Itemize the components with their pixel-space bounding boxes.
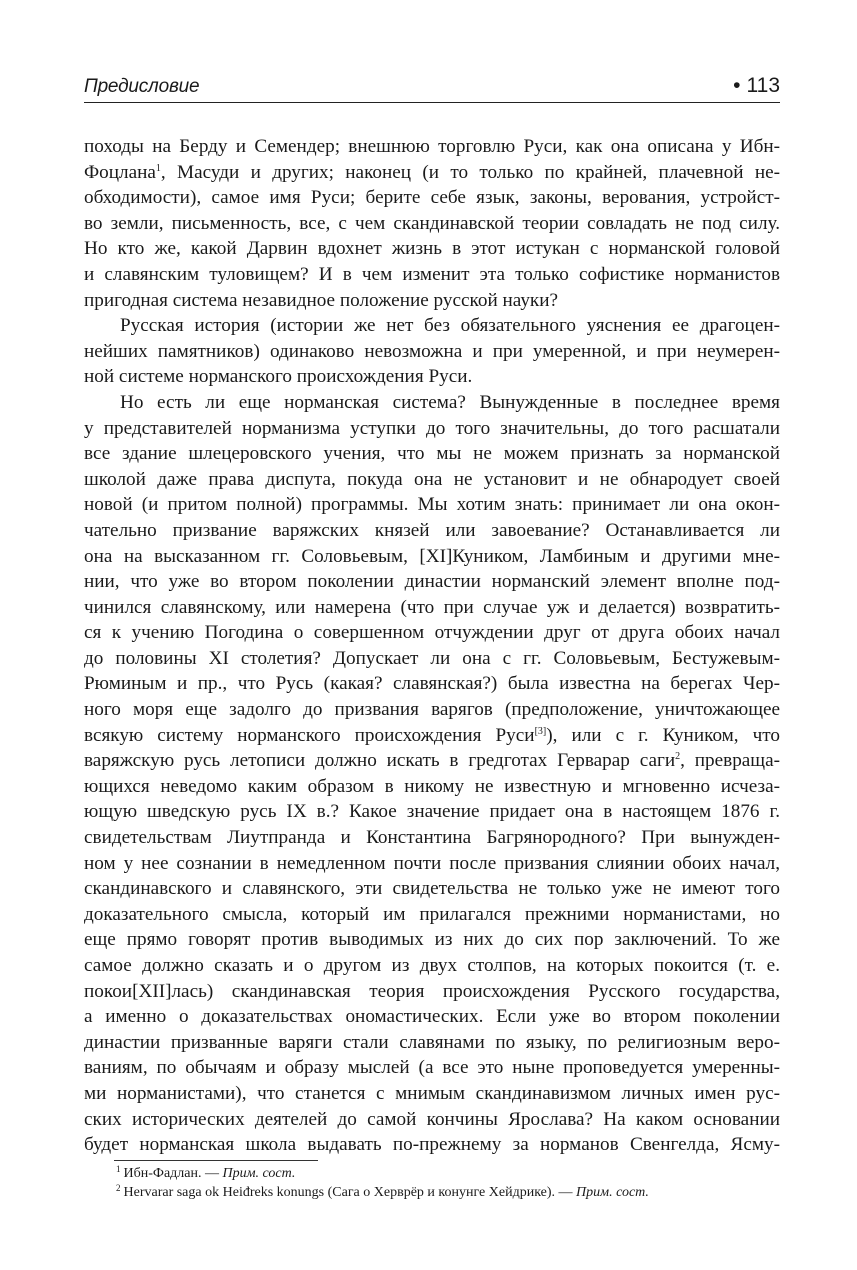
line-text: покои[XII]лась) скандинавская теория происхождения Русского государства, <box>84 980 780 1002</box>
text-line <box>84 1055 780 1081</box>
line-text: ющихся неведомо каким образом в никому не известную и мгновенно исчеза- <box>84 775 780 797</box>
line-text: династии призванные варяги стали славянами по языку, по религиозным веро- <box>84 1031 780 1053</box>
line-text: свидетельствам Лиутпранда и Константина Багрянородного? При вынужден- <box>84 827 780 849</box>
footnote-number: 1 <box>116 1164 121 1174</box>
line-text: доказательного смысла, который им прилагался прежними норманистами, но <box>84 903 780 925</box>
text-line <box>84 774 780 800</box>
text-line <box>84 569 780 595</box>
text-line <box>84 313 780 339</box>
text-line <box>84 595 780 621</box>
text-line <box>84 160 780 186</box>
line-text: все здание шлецеровского учения, что мы не можем признать за норманской <box>84 443 780 465</box>
text-line <box>84 671 780 697</box>
line-text: чинился славянскому, или намерена (что при случае уж и делается) возвратить- <box>84 596 780 618</box>
text-line <box>84 441 780 467</box>
bullet-glyph: • <box>733 74 741 97</box>
footnote-marker: 2 <box>675 751 681 763</box>
text-line <box>84 364 780 390</box>
footnote-text: Ибн-Фадлан. — <box>123 1166 223 1181</box>
line-text: походы на Берду и Семендер; внешнюю торговлю Руси, как она описана у Ибн- <box>84 136 780 157</box>
running-header <box>84 72 780 103</box>
text-line <box>84 467 780 493</box>
line-text: ся к учению Погодина о совершенном отчуждении друг от друга обоих начал <box>84 622 780 644</box>
text-line <box>84 211 780 237</box>
text-line <box>84 979 780 1005</box>
line-text: ми норманистами), что станется с мнимым скандинавизмом личных имен рус- <box>84 1082 780 1104</box>
text-line <box>84 1107 780 1133</box>
text-line <box>84 723 780 749</box>
text-line <box>84 799 780 825</box>
line-text: нии, что уже во втором поколении династии норманский элемент вполне под- <box>84 571 780 593</box>
line-text-continued: ), или с г. Куником, что <box>546 724 780 746</box>
line-text: ваниям, по обычаям и образу мыслей (а все это ныне проповедуется умеренны- <box>84 1057 780 1079</box>
line-text: ских исторических деятелей до самой кончины Ярослава? На каком основании <box>84 1108 780 1130</box>
line-text: Фоцлана <box>84 161 156 183</box>
line-text: Рюминым и пр., что Русь (какая? славянская?) была известна на берегах Чер- <box>84 673 780 695</box>
footnote-attribution: Прим. сост. <box>222 1166 296 1181</box>
footnote-rule <box>114 1160 318 1161</box>
text-line <box>84 953 780 979</box>
text-line <box>84 492 780 518</box>
line-text: ющую шведскую русь IX в.? Какое значение придает она в настоящем 1876 г. <box>84 801 780 823</box>
line-text: ного моря еще задолго до призвания варягов (предположение, уничтожающее <box>84 699 780 721</box>
footnote <box>116 1164 780 1183</box>
line-text: она на высказанном гг. Соловьевым, [XI]Куником, Ламбиным и другими мне- <box>84 545 780 567</box>
footnote-text: Hervarar saga ok Heiđreks konungs (Сага о Херврёр и конунге Хейдрике). — <box>123 1185 577 1200</box>
footnote <box>116 1183 780 1202</box>
line-text: Но есть ли еще норманская система? Вынужденные в последнее время <box>120 391 780 413</box>
footnote-number: 2 <box>116 1183 121 1193</box>
footnote-marker: 1 <box>155 162 161 174</box>
body-text <box>84 134 780 1158</box>
text-line <box>84 390 780 416</box>
line-text-continued: , превраща- <box>680 750 780 772</box>
line-text: школой даже права диспута, покуда она не установит и не обнародует своей <box>84 468 780 490</box>
line-text: Но кто же, какой Дарвин вдохнет жизнь в этот истукан с норманской головой <box>84 238 780 260</box>
footnote-marker: [3] <box>534 725 547 737</box>
text-line <box>84 620 780 646</box>
line-text: и славянским туловищем? И в чем изменит эта только софистике норманистов <box>84 263 780 285</box>
line-text: ном у нее сознании в немедленном почти после призвания слиянии обоих начал, <box>84 852 780 874</box>
text-line <box>84 1030 780 1056</box>
section-title: Предисловие <box>84 76 200 97</box>
line-text: новой (и притом полной) программы. Мы хотим знать: принимает ли она окон- <box>84 494 780 516</box>
text-line <box>84 1004 780 1030</box>
text-line <box>84 544 780 570</box>
footnote-attribution: Прим. сост. <box>576 1185 649 1200</box>
line-text: чательно призвание варяжских князей или завоевание? Останавливается ли <box>84 519 780 541</box>
line-text: ной системе норманского происхождения Руси. <box>84 366 473 388</box>
line-text: во земли, письменность, все, с чем скандинавской теории совладать не под силу. <box>84 212 780 234</box>
text-line <box>84 1132 780 1158</box>
line-text: пригодная система незавидное положение русской науки? <box>84 289 559 311</box>
line-text: всякую систему норманского происхождения Руси <box>84 724 535 746</box>
line-text: нейших памятников) одинаково невозможна и при умеренной, и при неумерен- <box>84 340 780 362</box>
line-text: самое должно сказать и о другом из двух столпов, на которых покоится (т. е. <box>84 955 780 976</box>
line-text: обходимости), самое имя Руси; берите себе язык, законы, верования, устройст- <box>84 187 780 209</box>
text-line <box>84 697 780 723</box>
text-line <box>84 748 780 774</box>
line-text: Русская история (истории же нет без обязательного уяснения ее драгоцен- <box>120 315 780 337</box>
text-line <box>84 927 780 953</box>
footnotes <box>116 1164 780 1202</box>
text-line <box>84 416 780 442</box>
page-number-value: 113 <box>746 74 780 97</box>
text-line <box>84 876 780 902</box>
line-text: у представителей норманизма уступки до того значительны, до того расшатали <box>84 417 780 439</box>
line-text: еще прямо говорят против выводимых из них до сих пор заключений. То же <box>84 929 780 951</box>
text-line <box>84 851 780 877</box>
text-line <box>84 1081 780 1107</box>
text-line <box>84 262 780 288</box>
line-text: а именно о доказательствах ономастических. Если уже во втором поколении <box>84 1006 780 1028</box>
page-number <box>733 74 780 98</box>
text-line <box>84 339 780 365</box>
text-line <box>84 646 780 672</box>
line-text: будет норманская школа выдавать по-прежнему за норманов Свенгелда, Ясму- <box>84 1134 780 1156</box>
line-text-continued: , Масуди и других; наконец (и то только по крайней, плачевной не- <box>160 161 780 183</box>
text-line <box>84 902 780 928</box>
line-text: варяжскую русь летописи должно искать в гредготах Герварар саги <box>84 750 676 772</box>
text-line <box>84 288 780 314</box>
line-text: скандинавского и славянского, эти свидетельства не только уже не имеют того <box>84 878 780 900</box>
text-line <box>84 825 780 851</box>
text-line <box>84 134 780 160</box>
text-line <box>84 518 780 544</box>
line-text: до половины XI столетия? Допускает ли она с гг. Соловьевым, Бестужевым- <box>84 647 780 669</box>
text-line <box>84 185 780 211</box>
text-line <box>84 236 780 262</box>
